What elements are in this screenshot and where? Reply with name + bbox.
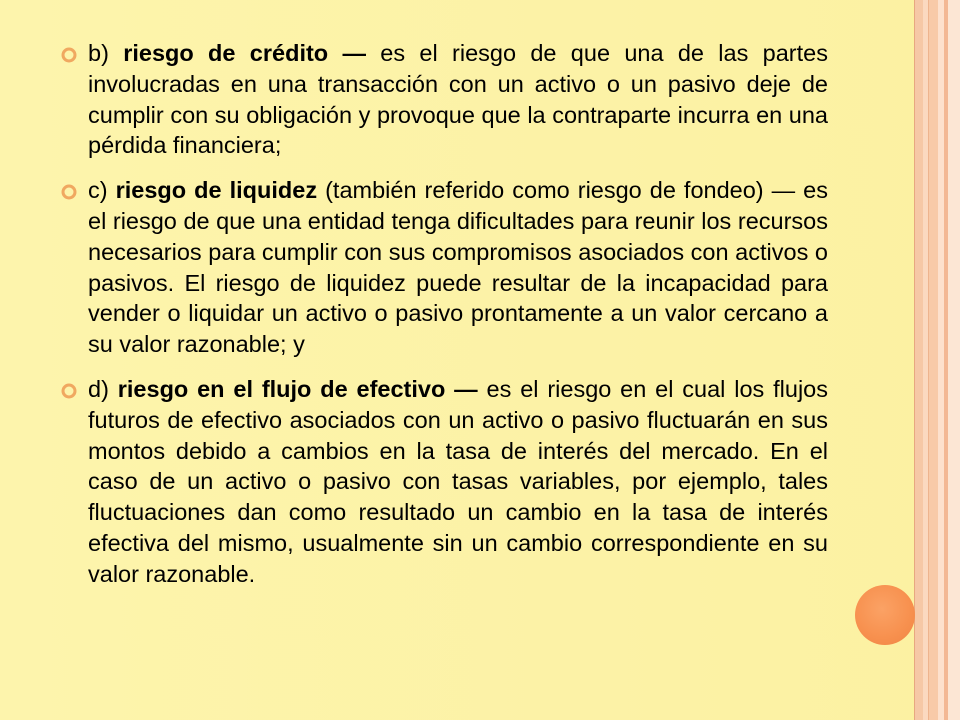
list-item — [58, 374, 828, 590]
item-term: riesgo en el flujo de efectivo — — [117, 375, 478, 402]
item-body: es el riesgo de que una de las partes involucradas en una transacción con un activo o un pasivo deje de cumplir con su obligación y provoque que la contraparte incurra en una pérdida financiera; — [88, 40, 828, 159]
ring-bullet-icon — [60, 382, 78, 400]
right-decorative-band — [914, 0, 960, 720]
orange-circle-decoration — [855, 585, 915, 645]
item-term: riesgo de liquidez — [115, 177, 318, 204]
item-prefix: b) — [88, 40, 124, 66]
item-body: es el riesgo en el cual los flujos futuros de efectivo asociados con un activo o pasivo fluctuarán en sus montos debido a cambios en la tasa de interés del mercado. En el caso de un activo o pasivo con tasas variables, por ejemplo, tales fluctuaciones dan como resultado un cambio en la tasa de interés efectiva del mismo, usualmente sin un cambio correspondiente en su valor razonable. — [88, 375, 828, 587]
list-item-text — [88, 175, 828, 360]
list-item-text — [88, 38, 828, 161]
list-item — [58, 175, 828, 360]
right-band-divider — [928, 0, 929, 720]
ring-bullet-icon — [60, 46, 78, 64]
list-item-text — [88, 374, 828, 590]
list-item — [58, 38, 828, 161]
item-prefix: c) — [88, 177, 116, 204]
ring-bullet-icon — [60, 183, 78, 201]
item-prefix: d) — [88, 375, 118, 402]
item-body: (también referido como riesgo de fondeo) — es el riesgo de que una entidad tenga dificultades para reunir los recursos necesarios para cumplir con sus compromisos asociados con activos o pasivos. El riesgo de liquidez puede resultar de la incapacidad para vender o liquidar un activo o pasivo prontamente a un valor cercano a su valor razonable; y — [88, 177, 828, 358]
item-term: riesgo de crédito — — [123, 40, 366, 66]
bullet-list — [58, 38, 828, 604]
